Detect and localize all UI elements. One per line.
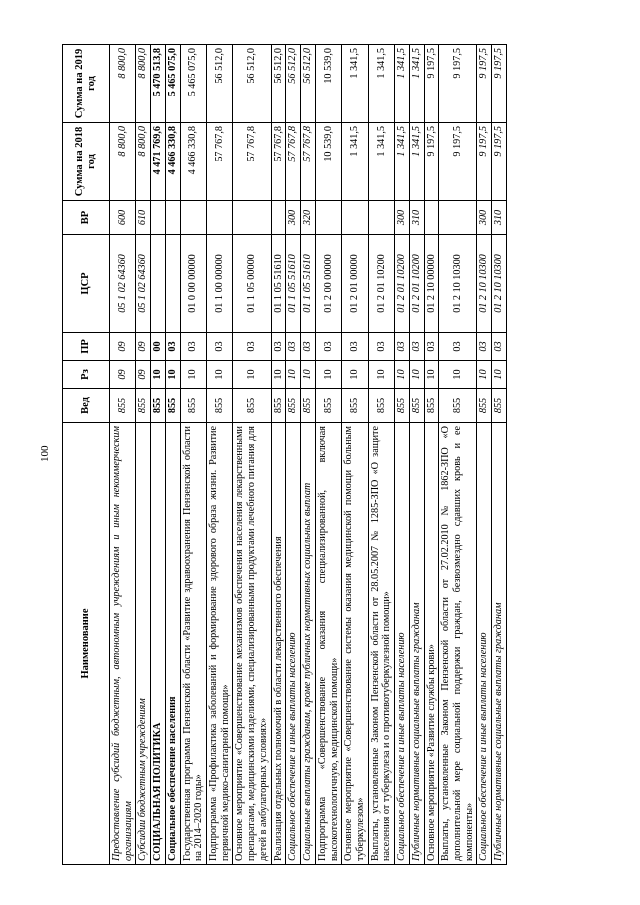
table-row xyxy=(271,45,286,865)
row-rz-cell: 10 xyxy=(151,361,166,389)
row-sum-2018-cell: 9 197,5 xyxy=(439,123,477,201)
row-sum-2019-cell: 9 197,5 xyxy=(492,45,507,123)
row-csr-cell: 01 1 00 00000 xyxy=(207,235,233,333)
row-pr-cell: 03 xyxy=(424,333,439,361)
row-sum-2018-cell: 4 466 330,8 xyxy=(165,123,180,201)
row-sum-2018-cell: 57 767,8 xyxy=(271,123,286,201)
row-ved-cell: 855 xyxy=(286,389,301,423)
table-row xyxy=(439,45,477,865)
row-name-cell: Социальное обеспечение населения xyxy=(165,423,180,865)
row-pr-cell: 03 xyxy=(409,333,424,361)
row-pr-cell: 03 xyxy=(271,333,286,361)
table-header-row xyxy=(63,45,110,865)
row-ved-cell: 855 xyxy=(395,389,410,423)
budget-table xyxy=(62,44,507,865)
row-sum-2018-cell: 9 197,5 xyxy=(492,123,507,201)
row-vr-cell: 300 xyxy=(395,201,410,235)
row-sum-2019-cell: 5 470 513,8 xyxy=(151,45,166,123)
row-rz-cell: 10 xyxy=(165,361,180,389)
row-csr-cell: 05 1 02 64360 xyxy=(110,235,136,333)
row-csr-cell: 01 1 05 00000 xyxy=(233,235,271,333)
row-rz-cell: 10 xyxy=(301,361,316,389)
row-name-cell: Основное мероприятие «Совершенствование механизмов обеспечения населения лекарственными препаратами, медицинскими изделиями, специализированными продуктами лечебного питания для детей в амбулаторных условиях» xyxy=(233,423,271,865)
row-pr-cell: 03 xyxy=(301,333,316,361)
row-sum-2019-cell: 56 512,0 xyxy=(271,45,286,123)
header-ved: Вед xyxy=(63,389,110,423)
row-vr-cell xyxy=(439,201,477,235)
row-pr-cell: 03 xyxy=(395,333,410,361)
row-vr-cell xyxy=(180,201,206,235)
table-row xyxy=(395,45,410,865)
row-sum-2019-cell: 9 197,5 xyxy=(439,45,477,123)
row-rz-cell: 10 xyxy=(368,361,394,389)
row-sum-2019-cell: 56 512,0 xyxy=(301,45,316,123)
table-row xyxy=(315,45,341,865)
row-csr-cell xyxy=(165,235,180,333)
row-name-cell: Основное мероприятие «Развитие службы крови» xyxy=(424,423,439,865)
row-sum-2018-cell: 1 341,5 xyxy=(342,123,368,201)
row-sum-2018-cell: 4 471 769,6 xyxy=(151,123,166,201)
row-pr-cell: 00 xyxy=(151,333,166,361)
row-csr-cell: 01 0 00 00000 xyxy=(180,235,206,333)
table-row xyxy=(180,45,206,865)
row-sum-2018-cell: 10 539,0 xyxy=(315,123,341,201)
header-pr: ПР xyxy=(63,333,110,361)
row-ved-cell: 855 xyxy=(342,389,368,423)
table-row xyxy=(477,45,492,865)
row-pr-cell: 03 xyxy=(233,333,271,361)
row-sum-2018-cell: 57 767,8 xyxy=(207,123,233,201)
row-name-cell: Социальное обеспечение и иные выплаты населению xyxy=(395,423,410,865)
row-ved-cell: 855 xyxy=(207,389,233,423)
row-name-cell: Социальное обеспечение и иные выплаты населению xyxy=(477,423,492,865)
row-pr-cell: 03 xyxy=(165,333,180,361)
row-csr-cell: 01 2 01 10200 xyxy=(409,235,424,333)
row-vr-cell xyxy=(207,201,233,235)
row-ved-cell: 855 xyxy=(301,389,316,423)
row-name-cell: Выплаты, установленные Законом Пензенской области от 27.02.2010 № 1862-ЗПО «О дополнительной мере социальной поддержки граждан, безвозмездно сдавших кровь и ее компоненты» xyxy=(439,423,477,865)
table-row xyxy=(368,45,394,865)
row-ved-cell: 855 xyxy=(233,389,271,423)
row-ved-cell: 855 xyxy=(151,389,166,423)
row-vr-cell: 600 xyxy=(110,201,136,235)
row-sum-2018-cell: 9 197,5 xyxy=(424,123,439,201)
row-csr-cell: 01 2 10 10300 xyxy=(439,235,477,333)
row-vr-cell: 310 xyxy=(409,201,424,235)
row-pr-cell: 03 xyxy=(286,333,301,361)
row-rz-cell: 10 xyxy=(180,361,206,389)
row-vr-cell xyxy=(315,201,341,235)
table-row xyxy=(409,45,424,865)
row-csr-cell: 01 2 01 00000 xyxy=(342,235,368,333)
header-rz: Рз xyxy=(63,361,110,389)
row-csr-cell: 01 2 10 10300 xyxy=(492,235,507,333)
row-sum-2018-cell: 8 800,0 xyxy=(136,123,151,201)
row-pr-cell: 09 xyxy=(110,333,136,361)
row-sum-2019-cell: 10 539,0 xyxy=(315,45,341,123)
row-vr-cell xyxy=(342,201,368,235)
row-rz-cell: 10 xyxy=(395,361,410,389)
row-ved-cell: 855 xyxy=(165,389,180,423)
row-name-cell: Социальные выплаты гражданам, кроме публичных нормативных социальных выплат xyxy=(301,423,316,865)
row-sum-2018-cell: 1 341,5 xyxy=(395,123,410,201)
row-vr-cell xyxy=(165,201,180,235)
row-name-cell: Выплаты, установленные Законом Пензенской области от 28.05.2007 № 1285-ЗПО «О защите населения от туберкулеза и о противотуберкулезной помощи» xyxy=(368,423,394,865)
table-row xyxy=(110,45,136,865)
row-sum-2019-cell: 5 465 075,0 xyxy=(165,45,180,123)
row-sum-2019-cell: 56 512,0 xyxy=(233,45,271,123)
row-name-cell: Публичные нормативные социальные выплаты гражданам xyxy=(409,423,424,865)
row-ved-cell: 855 xyxy=(477,389,492,423)
row-name-cell: Подпрограмма «Совершенствование оказания специализированной, включая высокотехнологичную, медицинской помощи» xyxy=(315,423,341,865)
row-ved-cell: 855 xyxy=(315,389,341,423)
row-pr-cell: 03 xyxy=(439,333,477,361)
header-name: Наименование xyxy=(63,423,110,865)
row-vr-cell xyxy=(151,201,166,235)
row-rz-cell: 10 xyxy=(342,361,368,389)
row-sum-2019-cell: 56 512,0 xyxy=(286,45,301,123)
row-vr-cell: 300 xyxy=(477,201,492,235)
row-rz-cell: 10 xyxy=(286,361,301,389)
row-sum-2018-cell: 1 341,5 xyxy=(368,123,394,201)
header-sum-2019: Сумма на 2019 год xyxy=(63,45,110,123)
row-csr-cell: 01 1 05 51610 xyxy=(301,235,316,333)
row-pr-cell: 03 xyxy=(207,333,233,361)
row-ved-cell: 855 xyxy=(439,389,477,423)
row-vr-cell: 300 xyxy=(286,201,301,235)
row-name-cell: Основное мероприятие «Совершенствование системы оказания медицинской помощи больным туберкулезом» xyxy=(342,423,368,865)
row-sum-2019-cell: 8 800,0 xyxy=(110,45,136,123)
row-sum-2019-cell: 9 197,5 xyxy=(477,45,492,123)
row-rz-cell: 10 xyxy=(271,361,286,389)
row-name-cell: СОЦИАЛЬНАЯ ПОЛИТИКА xyxy=(151,423,166,865)
row-name-cell: Публичные нормативные социальные выплаты гражданам xyxy=(492,423,507,865)
header-sum-2018: Сумма на 2018 год xyxy=(63,123,110,201)
row-ved-cell: 855 xyxy=(368,389,394,423)
row-vr-cell xyxy=(424,201,439,235)
table-row xyxy=(492,45,507,865)
row-rz-cell: 10 xyxy=(439,361,477,389)
row-csr-cell: 01 2 10 00000 xyxy=(424,235,439,333)
row-sum-2018-cell: 4 466 330,8 xyxy=(180,123,206,201)
row-sum-2018-cell: 8 800,0 xyxy=(110,123,136,201)
row-name-cell: Подпрограмма «Профилактика заболеваний и формирование здорового образа жизни. Развитие первичной медико-санитарной помощи» xyxy=(207,423,233,865)
row-sum-2019-cell: 1 341,5 xyxy=(342,45,368,123)
row-rz-cell: 10 xyxy=(409,361,424,389)
row-ved-cell: 855 xyxy=(424,389,439,423)
row-csr-cell: 01 2 10 10300 xyxy=(477,235,492,333)
row-name-cell: Социальное обеспечение и иные выплаты населению xyxy=(286,423,301,865)
row-csr-cell: 05 1 02 64360 xyxy=(136,235,151,333)
table-row xyxy=(151,45,166,865)
row-csr-cell: 01 2 01 10200 xyxy=(368,235,394,333)
row-rz-cell: 10 xyxy=(477,361,492,389)
row-sum-2018-cell: 57 767,8 xyxy=(286,123,301,201)
row-rz-cell: 09 xyxy=(136,361,151,389)
row-pr-cell: 03 xyxy=(368,333,394,361)
row-name-cell: Предоставление субсидий бюджетным, автономным учреждениям и иным некоммерческим организациям xyxy=(110,423,136,865)
row-csr-cell: 01 2 00 00000 xyxy=(315,235,341,333)
row-rz-cell: 10 xyxy=(315,361,341,389)
row-sum-2018-cell: 9 197,5 xyxy=(477,123,492,201)
header-csr: ЦСР xyxy=(63,235,110,333)
row-vr-cell xyxy=(233,201,271,235)
row-sum-2019-cell: 9 197,5 xyxy=(424,45,439,123)
table-body xyxy=(110,45,507,865)
row-ved-cell: 855 xyxy=(110,389,136,423)
row-pr-cell: 03 xyxy=(342,333,368,361)
row-name-cell: Субсидии бюджетным учреждениям xyxy=(136,423,151,865)
row-sum-2019-cell: 8 800,0 xyxy=(136,45,151,123)
row-ved-cell: 855 xyxy=(180,389,206,423)
row-rz-cell: 10 xyxy=(424,361,439,389)
row-rz-cell: 10 xyxy=(207,361,233,389)
row-rz-cell: 09 xyxy=(110,361,136,389)
row-sum-2019-cell: 5 465 075,0 xyxy=(180,45,206,123)
row-sum-2019-cell: 1 341,5 xyxy=(395,45,410,123)
row-csr-cell: 01 1 05 51610 xyxy=(271,235,286,333)
page-number: 100 xyxy=(39,445,51,462)
row-sum-2019-cell: 56 512,0 xyxy=(207,45,233,123)
row-ved-cell: 855 xyxy=(136,389,151,423)
row-ved-cell: 855 xyxy=(492,389,507,423)
table-row xyxy=(301,45,316,865)
row-sum-2018-cell: 57 767,8 xyxy=(301,123,316,201)
row-vr-cell xyxy=(271,201,286,235)
row-vr-cell: 310 xyxy=(492,201,507,235)
table-row xyxy=(424,45,439,865)
row-sum-2018-cell: 57 767,8 xyxy=(233,123,271,201)
row-rz-cell: 10 xyxy=(492,361,507,389)
row-pr-cell: 03 xyxy=(492,333,507,361)
row-vr-cell xyxy=(368,201,394,235)
table-row xyxy=(286,45,301,865)
row-csr-cell: 01 2 01 10200 xyxy=(395,235,410,333)
row-csr-cell xyxy=(151,235,166,333)
row-pr-cell: 03 xyxy=(315,333,341,361)
header-vr: ВР xyxy=(63,201,110,235)
row-vr-cell: 610 xyxy=(136,201,151,235)
table-row xyxy=(233,45,271,865)
row-ved-cell: 855 xyxy=(271,389,286,423)
table-row xyxy=(207,45,233,865)
row-sum-2018-cell: 1 341,5 xyxy=(409,123,424,201)
table-row xyxy=(342,45,368,865)
row-ved-cell: 855 xyxy=(409,389,424,423)
table-row xyxy=(165,45,180,865)
row-vr-cell: 320 xyxy=(301,201,316,235)
row-pr-cell: 03 xyxy=(477,333,492,361)
row-pr-cell: 03 xyxy=(180,333,206,361)
row-sum-2019-cell: 1 341,5 xyxy=(409,45,424,123)
table-row xyxy=(136,45,151,865)
rotated-table-wrapper xyxy=(62,45,607,865)
row-sum-2019-cell: 1 341,5 xyxy=(368,45,394,123)
row-csr-cell: 01 1 05 51610 xyxy=(286,235,301,333)
row-pr-cell: 09 xyxy=(136,333,151,361)
row-name-cell: Государственная программа Пензенской области «Развитие здравоохранения Пензенской области на 2014–2020 годы» xyxy=(180,423,206,865)
row-rz-cell: 10 xyxy=(233,361,271,389)
row-name-cell: Реализация отдельных полномочий в области лекарственного обеспечения xyxy=(271,423,286,865)
